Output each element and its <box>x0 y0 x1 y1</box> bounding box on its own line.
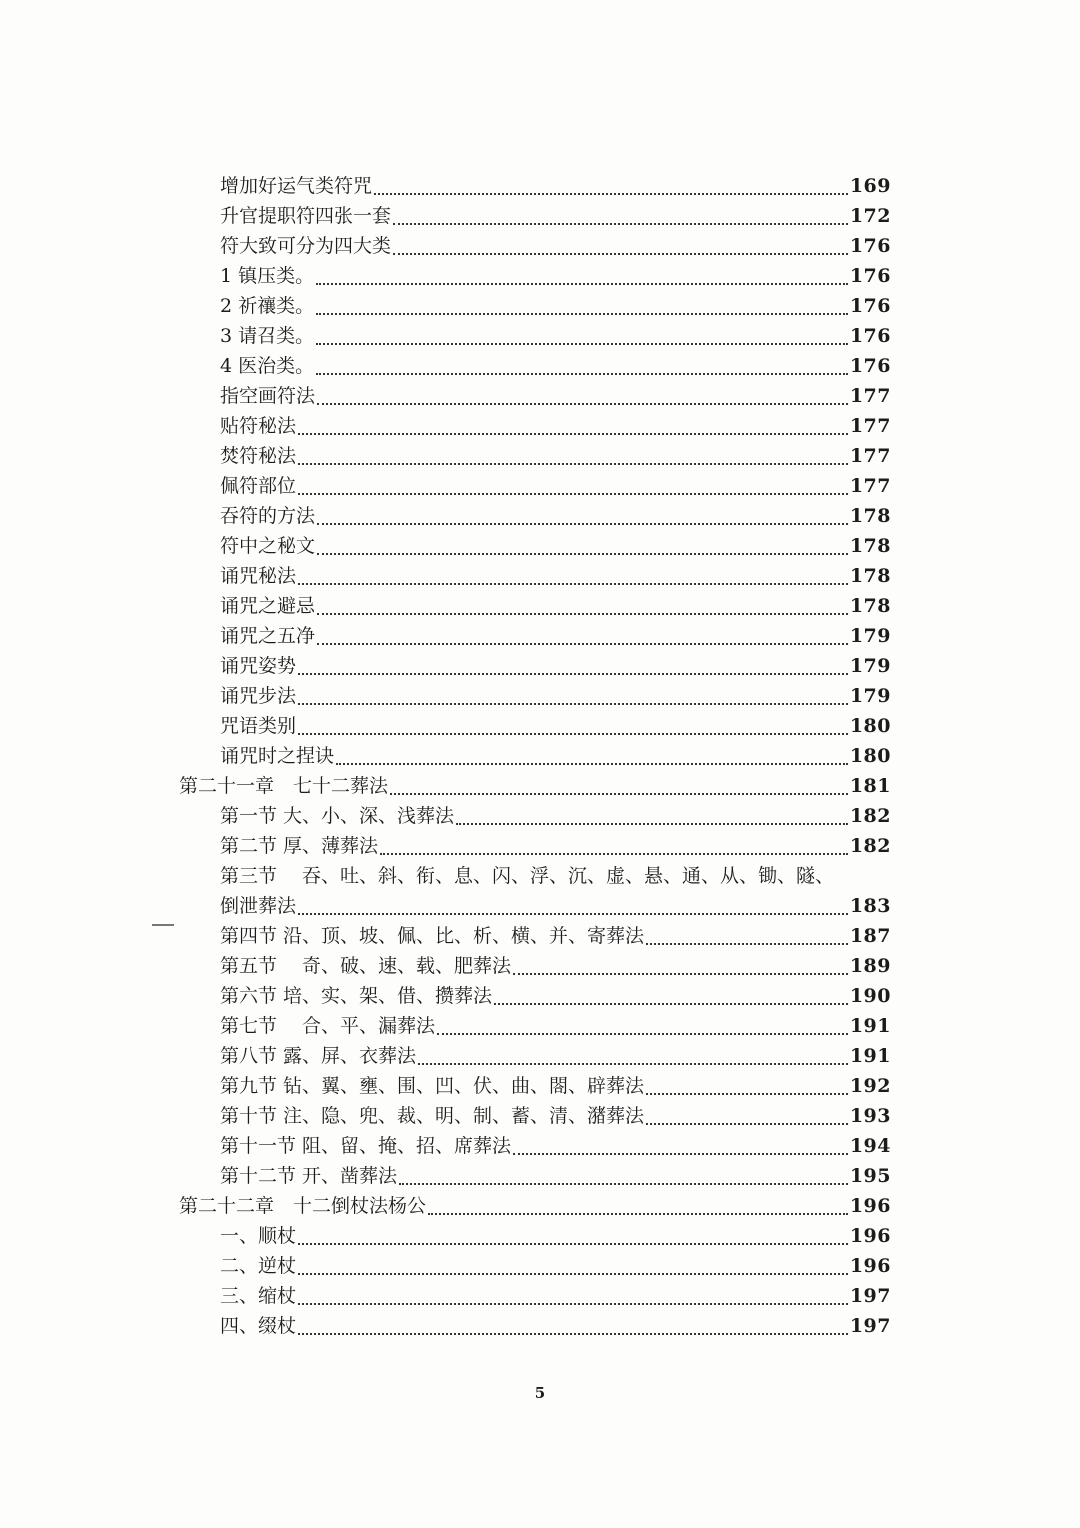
dot-leader <box>298 1273 848 1275</box>
toc-entry-label: 第一节 大、小、深、浅葬法 <box>220 805 455 827</box>
toc-entry-label: 第四节 沿、顶、坡、佩、比、析、横、并、寄葬法 <box>220 925 645 947</box>
dot-leader <box>298 673 848 675</box>
dot-leader <box>298 463 848 465</box>
toc-entry-page: 176 <box>849 265 891 287</box>
toc-entry-page: 176 <box>849 355 891 377</box>
dot-leader <box>298 493 848 495</box>
dot-leader <box>316 283 848 285</box>
toc-entry-page: 181 <box>849 775 891 797</box>
dot-leader <box>380 853 848 855</box>
scan-mark <box>152 924 174 926</box>
toc-entry-label: 符中之秘文 <box>220 535 316 557</box>
toc-entry-label: 佩符部位 <box>220 475 297 497</box>
toc-entry-page: 190 <box>849 985 891 1007</box>
toc-entry-label: 贴符秘法 <box>220 415 297 437</box>
toc-entry-label: 咒语类别 <box>220 715 297 737</box>
toc-entry-label: 诵咒步法 <box>220 685 297 707</box>
toc-entry-page: 196 <box>849 1195 891 1217</box>
toc-entry-label: 升官提职符四张一套 <box>220 205 392 227</box>
dot-leader <box>646 1123 848 1125</box>
dot-leader <box>298 1303 848 1305</box>
dot-leader <box>298 1333 848 1335</box>
toc-entry-page: 180 <box>849 745 891 767</box>
dot-leader <box>456 823 848 825</box>
dot-leader <box>298 1243 848 1245</box>
dot-leader <box>317 553 848 555</box>
toc-entry <box>0 1311 1080 1341</box>
toc-entry-page: 191 <box>849 1045 891 1067</box>
toc-entry-label: 第三节 吞、吐、斜、衔、息、闪、浮、沉、虚、悬、通、从、锄、隧、 <box>220 865 835 887</box>
toc-entry-page: 178 <box>849 535 891 557</box>
toc-entry-page: 197 <box>849 1285 891 1307</box>
dot-leader <box>298 913 848 915</box>
toc-entry-page: 193 <box>849 1105 891 1127</box>
toc-entry-label: 第十节 注、隐、兜、裁、明、制、蓄、清、潴葬法 <box>220 1105 645 1127</box>
toc-entry-label: 第十一节 阻、留、掩、招、席葬法 <box>220 1135 512 1157</box>
dot-leader <box>316 313 848 315</box>
dot-leader <box>317 403 848 405</box>
toc-entry <box>0 681 1080 711</box>
dot-leader <box>317 643 848 645</box>
toc-entry-label: 四、缀杖 <box>220 1315 297 1337</box>
toc-entry-label: 第二节 厚、薄葬法 <box>220 835 379 857</box>
toc-entry <box>0 1131 1080 1161</box>
toc-entry <box>0 471 1080 501</box>
toc-entry <box>0 501 1080 531</box>
dot-leader <box>298 733 848 735</box>
toc-entry <box>0 951 1080 981</box>
toc-entry-page: 176 <box>849 325 891 347</box>
toc-entry-page: 177 <box>849 415 891 437</box>
toc-entry-page: 197 <box>849 1315 891 1337</box>
toc-entry <box>0 711 1080 741</box>
toc-entry <box>0 171 1080 201</box>
toc-entry-label: 焚符秘法 <box>220 445 297 467</box>
toc-entry-page: 191 <box>849 1015 891 1037</box>
dot-leader <box>437 1033 848 1035</box>
toc-entry <box>0 1101 1080 1131</box>
dot-leader <box>298 433 848 435</box>
dot-leader <box>646 943 848 945</box>
toc-entry <box>0 1071 1080 1101</box>
toc-entry <box>0 561 1080 591</box>
toc-entry-page: 195 <box>849 1165 891 1187</box>
toc-entry-page: 182 <box>849 805 891 827</box>
toc-entry-label: 第七节 合、平、漏葬法 <box>220 1015 436 1037</box>
dot-leader <box>317 613 848 615</box>
dot-leader <box>336 763 848 765</box>
toc-entry-label: 诵咒之避忌 <box>220 595 316 617</box>
toc-entry-page: 194 <box>849 1135 891 1157</box>
dot-leader <box>374 193 848 195</box>
dot-leader <box>317 523 848 525</box>
toc-entry-label: 第八节 露、屏、衣葬法 <box>220 1045 417 1067</box>
toc-chapter-entry <box>0 1191 1080 1221</box>
toc-entry-page: 183 <box>849 895 891 917</box>
toc-entry-page: 172 <box>849 205 891 227</box>
dot-leader <box>393 253 848 255</box>
toc-entry-page: 192 <box>849 1075 891 1097</box>
toc-entry-page: 196 <box>849 1255 891 1277</box>
toc-entry <box>0 291 1080 321</box>
toc-entry-label: 倒泄葬法 <box>220 895 297 917</box>
toc-entry <box>0 621 1080 651</box>
toc-entry-page: 187 <box>849 925 891 947</box>
dot-leader <box>513 1153 848 1155</box>
toc-entry-label: 三、缩杖 <box>220 1285 297 1307</box>
dot-leader <box>428 1213 848 1215</box>
toc-entry <box>0 1281 1080 1311</box>
toc-entry <box>0 201 1080 231</box>
toc-entry-label: 符大致可分为四大类 <box>220 235 392 257</box>
toc-entry-page: 179 <box>849 655 891 677</box>
toc-entry-page: 196 <box>849 1225 891 1247</box>
toc-entry-page: 178 <box>849 595 891 617</box>
toc-entry <box>0 801 1080 831</box>
toc-entry-page: 177 <box>849 475 891 497</box>
toc-entry-page: 169 <box>849 175 891 197</box>
toc-entry <box>0 321 1080 351</box>
toc-entry-label: 吞符的方法 <box>220 505 316 527</box>
toc-entry <box>0 231 1080 261</box>
toc-entry-label: 4 医治类。 <box>220 355 315 377</box>
toc-entry <box>0 261 1080 291</box>
toc-entry-label: 第十二节 开、凿葬法 <box>220 1165 398 1187</box>
toc-entry <box>0 441 1080 471</box>
dot-leader <box>494 1003 848 1005</box>
toc-entry-label: 3 请召类。 <box>220 325 315 347</box>
toc-entry <box>0 1251 1080 1281</box>
dot-leader <box>513 973 848 975</box>
toc-entry-label: 第六节 培、实、架、借、攒葬法 <box>220 985 493 1007</box>
toc-entry <box>0 651 1080 681</box>
toc-entry-label: 指空画符法 <box>220 385 316 407</box>
dot-leader <box>399 1183 848 1185</box>
toc-entry <box>0 831 1080 861</box>
dot-leader <box>298 703 848 705</box>
toc-entry-label: 增加好运气类符咒 <box>220 175 373 197</box>
toc-entry <box>0 861 1080 891</box>
toc-entry-label: 一、顺杖 <box>220 1225 297 1247</box>
toc-entry <box>0 591 1080 621</box>
toc-entry-label: 诵咒时之捏诀 <box>220 745 335 767</box>
toc-entry-label: 第二十二章 十二倒杖法杨公 <box>179 1195 427 1217</box>
toc-entry-page: 177 <box>849 385 891 407</box>
toc-entry <box>0 1011 1080 1041</box>
toc-entry-page: 189 <box>849 955 891 977</box>
toc-entry-label: 诵咒姿势 <box>220 655 297 677</box>
toc-entry <box>0 1161 1080 1191</box>
toc-entry <box>0 381 1080 411</box>
toc-entry-page: 179 <box>849 685 891 707</box>
table-of-contents <box>0 171 1080 1341</box>
toc-entry <box>0 351 1080 381</box>
page-number: 5 <box>534 1384 546 1402</box>
toc-entry-page: 176 <box>849 295 891 317</box>
toc-entry-page: 176 <box>849 235 891 257</box>
dot-leader <box>316 373 848 375</box>
toc-entry-page: 179 <box>849 625 891 647</box>
toc-entry-page: 177 <box>849 445 891 467</box>
toc-entry-label: 诵咒秘法 <box>220 565 297 587</box>
toc-entry-label: 1 镇压类。 <box>220 265 315 287</box>
toc-entry-page: 180 <box>849 715 891 737</box>
toc-entry-label: 第五节 奇、破、速、载、肥葬法 <box>220 955 512 977</box>
dot-leader <box>390 793 848 795</box>
toc-entry-label: 第九节 钻、翼、壅、围、凹、伏、曲、閤、辟葬法 <box>220 1075 645 1097</box>
toc-entry <box>0 1041 1080 1071</box>
toc-entry-label: 2 祈禳类。 <box>220 295 315 317</box>
toc-entry <box>0 981 1080 1011</box>
toc-entry-page: 178 <box>849 565 891 587</box>
toc-entry-label: 诵咒之五净 <box>220 625 316 647</box>
toc-chapter-entry <box>0 771 1080 801</box>
toc-entry <box>0 891 1080 921</box>
toc-entry-label: 二、逆杖 <box>220 1255 297 1277</box>
dot-leader <box>298 583 848 585</box>
dot-leader <box>646 1093 848 1095</box>
toc-entry <box>0 411 1080 441</box>
toc-entry <box>0 531 1080 561</box>
toc-entry <box>0 1221 1080 1251</box>
dot-leader <box>393 223 848 225</box>
toc-entry-page: 182 <box>849 835 891 857</box>
toc-entry <box>0 741 1080 771</box>
dot-leader <box>418 1063 848 1065</box>
dot-leader <box>316 343 848 345</box>
toc-entry-page: 178 <box>849 505 891 527</box>
toc-entry-label: 第二十一章 七十二葬法 <box>179 775 389 797</box>
